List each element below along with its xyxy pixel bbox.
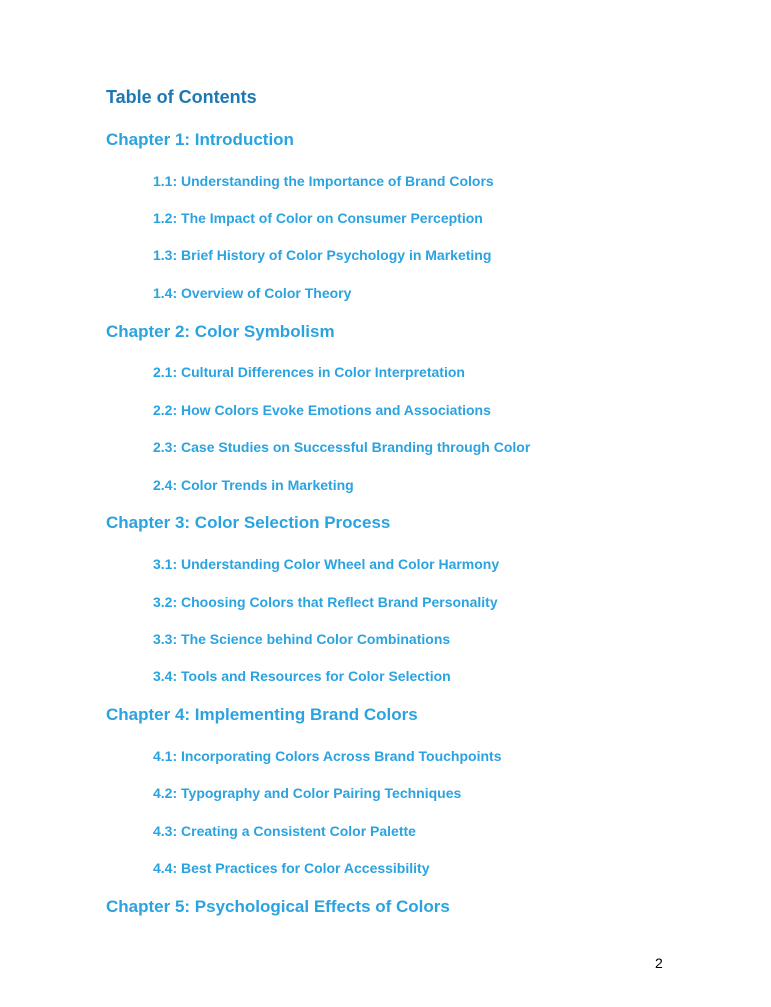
toc-section-2-3[interactable]: 2.3: Case Studies on Successful Branding through Color (153, 439, 531, 455)
toc-section-1-2[interactable]: 1.2: The Impact of Color on Consumer Perception (153, 210, 483, 226)
toc-chapter-1[interactable]: Chapter 1: Introduction (106, 130, 294, 149)
toc-section-4-4[interactable]: 4.4: Best Practices for Color Accessibility (153, 860, 430, 876)
toc-chapter-2[interactable]: Chapter 2: Color Symbolism (106, 322, 335, 341)
toc-section-3-4[interactable]: 3.4: Tools and Resources for Color Selection (153, 668, 451, 684)
toc-section-2-4[interactable]: 2.4: Color Trends in Marketing (153, 477, 354, 493)
toc-section-1-4[interactable]: 1.4: Overview of Color Theory (153, 285, 352, 301)
page-number: 2 (655, 955, 663, 971)
toc-section-3-2[interactable]: 3.2: Choosing Colors that Reflect Brand Personality (153, 594, 498, 610)
toc-section-4-2[interactable]: 4.2: Typography and Color Pairing Techniques (153, 785, 462, 801)
toc-section-1-1[interactable]: 1.1: Understanding the Importance of Brand Colors (153, 173, 494, 189)
toc-title: Table of Contents (106, 87, 257, 107)
toc-section-2-1[interactable]: 2.1: Cultural Differences in Color Interpretation (153, 364, 465, 380)
toc-chapter-3[interactable]: Chapter 3: Color Selection Process (106, 513, 391, 532)
toc-section-1-3[interactable]: 1.3: Brief History of Color Psychology in Marketing (153, 247, 492, 263)
toc-section-3-3[interactable]: 3.3: The Science behind Color Combinations (153, 631, 451, 647)
toc-section-4-3[interactable]: 4.3: Creating a Consistent Color Palette (153, 823, 416, 839)
toc-section-3-1[interactable]: 3.1: Understanding Color Wheel and Color Harmony (153, 556, 500, 572)
toc-section-2-2[interactable]: 2.2: How Colors Evoke Emotions and Associations (153, 402, 491, 418)
toc-chapter-4[interactable]: Chapter 4: Implementing Brand Colors (106, 705, 418, 724)
toc-chapter-5[interactable]: Chapter 5: Psychological Effects of Colors (106, 897, 450, 916)
toc-section-4-1[interactable]: 4.1: Incorporating Colors Across Brand Touchpoints (153, 748, 502, 764)
